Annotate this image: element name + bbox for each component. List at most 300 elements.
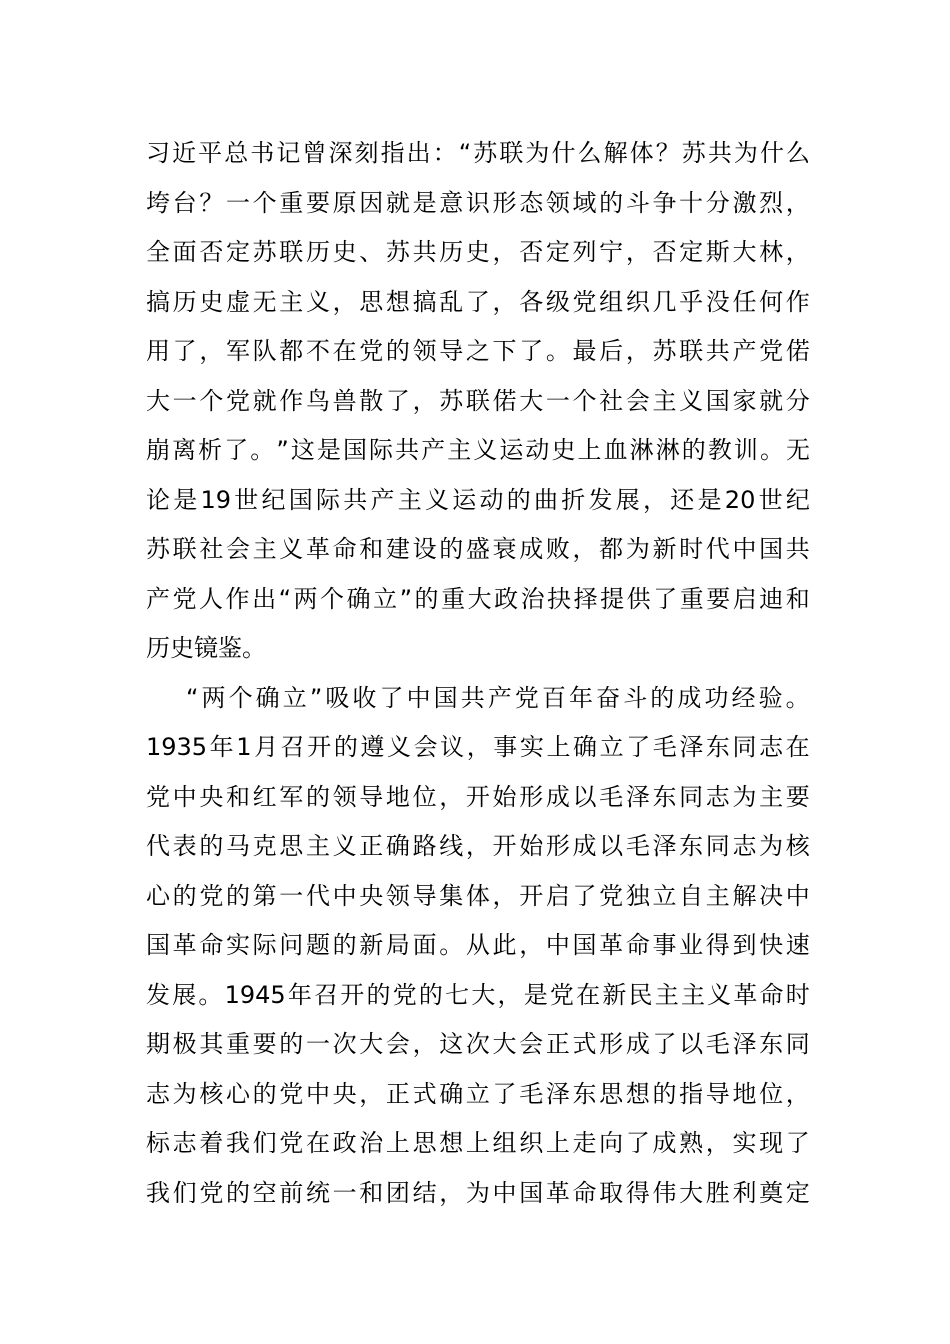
glyph: 思 bbox=[412, 1129, 437, 1157]
glyph: 党 bbox=[172, 584, 197, 613]
glyph: 崩 bbox=[146, 436, 170, 464]
glyph: 史 bbox=[551, 436, 576, 464]
glyph: ， bbox=[705, 1129, 730, 1157]
glyph: 解 bbox=[732, 881, 757, 910]
glyph: 社 bbox=[199, 535, 224, 563]
glyph: 核 bbox=[199, 1079, 224, 1108]
glyph: 正 bbox=[545, 1030, 570, 1058]
glyph: 国 bbox=[572, 931, 597, 959]
glyph: 我 bbox=[225, 1129, 250, 1157]
glyph: 的 bbox=[252, 1079, 277, 1108]
glyph: “ bbox=[458, 139, 472, 167]
glyph: 表 bbox=[172, 832, 197, 860]
glyph: 马 bbox=[225, 832, 250, 860]
glyph: 结 bbox=[412, 1178, 437, 1207]
glyph: 书 bbox=[250, 139, 275, 167]
glyph: 政 bbox=[494, 584, 519, 613]
glyph: 标 bbox=[146, 1129, 170, 1157]
glyph: 年 bbox=[209, 733, 234, 761]
glyph: 军 bbox=[279, 782, 304, 811]
glyph: 什 bbox=[551, 139, 576, 167]
glyph: ？ bbox=[199, 188, 224, 217]
glyph: 核 bbox=[785, 832, 810, 860]
glyph: 现 bbox=[759, 1129, 784, 1157]
glyph: 否 bbox=[652, 238, 677, 266]
glyph: 收 bbox=[352, 683, 377, 712]
glyph: 局 bbox=[385, 931, 410, 959]
text-line bbox=[146, 327, 810, 377]
glyph: 宁 bbox=[599, 238, 624, 266]
glyph: 革 bbox=[599, 931, 624, 959]
glyph: 大 bbox=[492, 1030, 517, 1058]
glyph: 泽 bbox=[625, 782, 650, 811]
glyph: 新 bbox=[652, 535, 677, 563]
glyph: 经 bbox=[731, 683, 756, 712]
glyph: 党 bbox=[146, 782, 170, 811]
glyph: 领 bbox=[412, 337, 437, 365]
glyph: 重 bbox=[279, 188, 304, 217]
glyph: 么 bbox=[577, 139, 602, 167]
glyph: 想 bbox=[439, 1129, 464, 1157]
glyph: 出 bbox=[406, 139, 431, 167]
glyph: 。 bbox=[198, 980, 223, 1009]
glyph: 运 bbox=[499, 436, 524, 464]
glyph: 共 bbox=[395, 436, 420, 464]
glyph: 一 bbox=[305, 1030, 330, 1058]
glyph: 集 bbox=[439, 881, 464, 910]
text-line bbox=[146, 822, 810, 872]
glyph: ， bbox=[492, 287, 517, 316]
glyph: 中 bbox=[732, 535, 757, 563]
glyph: 个 bbox=[320, 584, 345, 613]
glyph: 人 bbox=[199, 584, 224, 613]
glyph: 离 bbox=[172, 436, 197, 464]
glyph: 国 bbox=[146, 931, 170, 959]
glyph: 社 bbox=[599, 386, 624, 415]
glyph: 义 bbox=[425, 485, 450, 514]
glyph: 习 bbox=[146, 139, 170, 167]
glyph: 以 bbox=[599, 832, 624, 860]
glyph: 出 bbox=[252, 584, 277, 613]
glyph: 走 bbox=[572, 1129, 597, 1157]
glyph: 开 bbox=[307, 733, 332, 761]
glyph: 到 bbox=[732, 931, 757, 959]
glyph: 的 bbox=[172, 881, 197, 910]
glyph: 确 bbox=[385, 832, 410, 860]
glyph: 泽 bbox=[679, 733, 704, 761]
glyph: 斗 bbox=[625, 188, 650, 217]
glyph: 志 bbox=[759, 733, 784, 761]
glyph: 级 bbox=[545, 287, 570, 316]
glyph: 独 bbox=[625, 881, 650, 910]
glyph: 定 bbox=[545, 238, 570, 266]
glyph: 义 bbox=[707, 980, 732, 1009]
glyph: 列 bbox=[572, 238, 597, 266]
glyph: 折 bbox=[561, 485, 586, 514]
glyph: 主 bbox=[654, 980, 679, 1009]
glyph: 功 bbox=[704, 683, 729, 712]
glyph: 个 bbox=[252, 188, 277, 217]
glyph: 乱 bbox=[439, 287, 464, 316]
glyph: 血 bbox=[603, 436, 628, 464]
glyph: 19 bbox=[200, 485, 232, 514]
glyph: 没 bbox=[705, 287, 730, 316]
glyph: 了 bbox=[626, 733, 651, 761]
text-line bbox=[146, 1119, 810, 1169]
glyph: 月 bbox=[254, 733, 279, 761]
glyph: 开 bbox=[519, 881, 544, 910]
glyph: 。 bbox=[250, 436, 275, 464]
glyph: 家 bbox=[732, 386, 757, 415]
glyph: 主 bbox=[305, 832, 330, 860]
glyph: 志 bbox=[732, 832, 757, 860]
glyph: 迪 bbox=[759, 584, 784, 613]
glyph: 了 bbox=[172, 337, 197, 365]
glyph: 个 bbox=[199, 386, 224, 415]
glyph: 作 bbox=[225, 584, 250, 613]
glyph: 共 bbox=[460, 683, 485, 712]
glyph: 命 bbox=[625, 931, 650, 959]
glyph: ” bbox=[399, 584, 413, 613]
glyph: 了 bbox=[519, 337, 544, 365]
glyph: 际 bbox=[369, 436, 393, 464]
glyph: 确 bbox=[255, 683, 280, 712]
glyph: 为 bbox=[732, 782, 757, 811]
glyph: 代 bbox=[705, 535, 730, 563]
glyph: 是 bbox=[173, 485, 198, 514]
glyph: 指 bbox=[380, 139, 405, 167]
glyph: 年 bbox=[569, 683, 594, 712]
glyph: 。 bbox=[785, 683, 810, 712]
glyph: 军 bbox=[225, 337, 250, 365]
glyph: 苏 bbox=[252, 238, 277, 266]
glyph: 。 bbox=[545, 337, 570, 365]
glyph: 不 bbox=[305, 337, 330, 365]
glyph: 1 bbox=[236, 733, 252, 761]
glyph: ， bbox=[643, 485, 668, 514]
glyph: 就 bbox=[252, 386, 277, 415]
glyph: 纪 bbox=[261, 485, 286, 514]
glyph: 召 bbox=[280, 733, 305, 761]
glyph: 大 bbox=[467, 584, 492, 613]
glyph: 命 bbox=[572, 1178, 597, 1207]
glyph: 主 bbox=[397, 485, 422, 514]
glyph: 主 bbox=[680, 980, 705, 1009]
glyph: 启 bbox=[545, 881, 570, 910]
glyph: 抉 bbox=[547, 584, 572, 613]
glyph: 1935 bbox=[146, 733, 208, 761]
glyph: 史 bbox=[332, 238, 357, 266]
glyph: 意 bbox=[439, 188, 464, 217]
glyph: 的 bbox=[199, 832, 224, 860]
text-line bbox=[146, 575, 810, 625]
glyph: 新 bbox=[359, 931, 384, 959]
glyph: 都 bbox=[599, 535, 624, 563]
glyph: 中 bbox=[492, 1178, 517, 1207]
glyph: 织 bbox=[625, 287, 650, 316]
glyph: 央 bbox=[199, 782, 224, 811]
glyph: 成 bbox=[572, 832, 597, 860]
glyph: 奠 bbox=[759, 1178, 784, 1207]
glyph: 苏 bbox=[439, 386, 464, 415]
glyph: “ bbox=[278, 584, 292, 613]
glyph: 。 bbox=[242, 634, 266, 662]
glyph: 泽 bbox=[732, 1030, 757, 1058]
glyph: 开 bbox=[492, 832, 517, 860]
glyph: 民 bbox=[628, 980, 653, 1009]
glyph: 主 bbox=[652, 386, 677, 415]
glyph: 产 bbox=[370, 485, 395, 514]
glyph: 上 bbox=[465, 1129, 490, 1157]
glyph: 志 bbox=[146, 1079, 170, 1108]
glyph: 烈 bbox=[759, 188, 784, 217]
glyph: 作 bbox=[785, 287, 810, 316]
glyph: 世 bbox=[234, 485, 259, 514]
glyph: 位 bbox=[759, 1079, 784, 1108]
glyph: 思 bbox=[359, 287, 384, 316]
glyph: 开 bbox=[465, 782, 490, 811]
glyph: 斯 bbox=[705, 238, 730, 266]
glyph: 的 bbox=[385, 337, 410, 365]
glyph: 联 bbox=[465, 386, 490, 415]
glyph: 党 bbox=[199, 881, 224, 910]
glyph: 近 bbox=[172, 139, 197, 167]
glyph: 、 bbox=[359, 238, 384, 266]
glyph: 上 bbox=[577, 436, 602, 464]
glyph: 泽 bbox=[545, 1079, 570, 1108]
glyph: 义 bbox=[279, 535, 304, 563]
glyph: 大 bbox=[519, 386, 544, 415]
glyph: 党 bbox=[279, 1079, 304, 1108]
glyph: 后 bbox=[599, 337, 624, 365]
glyph: 党 bbox=[759, 337, 784, 365]
glyph: 党 bbox=[225, 386, 250, 415]
glyph: 大 bbox=[732, 238, 757, 266]
glyph: 同 bbox=[732, 733, 757, 761]
glyph: 同 bbox=[679, 782, 704, 811]
glyph: 此 bbox=[492, 931, 517, 959]
glyph: 决 bbox=[759, 881, 784, 910]
glyph: 平 bbox=[198, 139, 223, 167]
glyph: 命 bbox=[759, 980, 784, 1009]
glyph: 队 bbox=[252, 337, 277, 365]
glyph: 党 bbox=[279, 1129, 304, 1157]
glyph: 历 bbox=[439, 238, 464, 266]
glyph: 导 bbox=[439, 337, 464, 365]
glyph: 共 bbox=[343, 485, 368, 514]
glyph: 党 bbox=[514, 683, 539, 712]
glyph: 鉴 bbox=[218, 634, 242, 662]
glyph: 是 bbox=[697, 485, 722, 514]
glyph: 分 bbox=[785, 386, 810, 415]
glyph: 毛 bbox=[625, 832, 650, 860]
glyph: 位 bbox=[412, 782, 437, 811]
glyph: 任 bbox=[732, 287, 757, 316]
body-text bbox=[146, 129, 810, 1218]
glyph: 镜 bbox=[194, 634, 218, 662]
glyph: 向 bbox=[599, 1129, 624, 1157]
glyph: 一 bbox=[545, 386, 570, 415]
glyph: 在 bbox=[332, 337, 357, 365]
glyph: 验 bbox=[758, 683, 783, 712]
glyph: 苏 bbox=[385, 238, 410, 266]
text-line bbox=[146, 278, 810, 328]
glyph: 党 bbox=[359, 337, 384, 365]
glyph: 心 bbox=[225, 1079, 250, 1108]
glyph: 取 bbox=[599, 1178, 624, 1207]
glyph: 召 bbox=[314, 980, 339, 1009]
glyph: 问 bbox=[279, 931, 304, 959]
glyph: 记 bbox=[276, 139, 301, 167]
glyph: 会 bbox=[519, 1030, 544, 1058]
glyph: ， bbox=[412, 1030, 437, 1058]
glyph: 年 bbox=[287, 980, 312, 1009]
glyph: 1945 bbox=[224, 980, 286, 1009]
glyph: 建 bbox=[385, 535, 410, 563]
glyph: 定 bbox=[679, 238, 704, 266]
glyph: 是 bbox=[523, 980, 548, 1009]
glyph: 时 bbox=[785, 980, 810, 1009]
glyph: 前 bbox=[279, 1178, 304, 1207]
glyph: 要 bbox=[785, 782, 810, 811]
glyph: 际 bbox=[252, 931, 277, 959]
glyph: 各 bbox=[519, 287, 544, 316]
glyph: 几 bbox=[652, 287, 677, 316]
glyph: ， bbox=[412, 386, 437, 415]
glyph: 革 bbox=[305, 535, 330, 563]
glyph: 新 bbox=[602, 980, 627, 1009]
text-line bbox=[146, 129, 810, 179]
glyph: 运 bbox=[452, 485, 477, 514]
glyph: 的 bbox=[332, 931, 357, 959]
glyph: 克 bbox=[252, 832, 277, 860]
glyph: 了 bbox=[625, 1129, 650, 1157]
glyph: 苏 bbox=[146, 535, 170, 563]
glyph: 导 bbox=[359, 782, 384, 811]
glyph: 的 bbox=[439, 535, 464, 563]
glyph: 空 bbox=[252, 1178, 277, 1207]
glyph: 偌 bbox=[492, 386, 517, 415]
glyph: 衰 bbox=[492, 535, 517, 563]
glyph: 组 bbox=[492, 1129, 517, 1157]
glyph: 定 bbox=[225, 238, 250, 266]
glyph: 实 bbox=[732, 1129, 757, 1157]
glyph: 实 bbox=[225, 931, 250, 959]
glyph: 联 bbox=[679, 337, 704, 365]
glyph: 们 bbox=[252, 1129, 277, 1157]
glyph: 总 bbox=[224, 139, 249, 167]
glyph: 个 bbox=[228, 683, 253, 712]
text-line bbox=[146, 1070, 810, 1120]
glyph: 党 bbox=[392, 980, 417, 1009]
glyph: 主 bbox=[279, 287, 304, 316]
glyph: 命 bbox=[199, 931, 224, 959]
glyph: 散 bbox=[359, 386, 384, 415]
glyph: 都 bbox=[279, 337, 304, 365]
glyph: 中 bbox=[545, 931, 570, 959]
glyph: 遵 bbox=[360, 733, 385, 761]
glyph: ： bbox=[432, 139, 457, 167]
glyph: 志 bbox=[172, 1129, 197, 1157]
glyph: 一 bbox=[332, 1178, 357, 1207]
glyph: 兽 bbox=[332, 386, 357, 415]
glyph: 革 bbox=[545, 1178, 570, 1207]
glyph: 在 bbox=[785, 733, 810, 761]
glyph: 毛 bbox=[599, 782, 624, 811]
glyph: 大 bbox=[359, 1030, 384, 1058]
glyph: 式 bbox=[572, 1030, 597, 1058]
glyph: 吸 bbox=[325, 683, 350, 712]
glyph: 立 bbox=[652, 881, 677, 910]
glyph: 曲 bbox=[534, 485, 559, 514]
glyph: 产 bbox=[487, 683, 512, 712]
glyph: 同 bbox=[785, 1030, 810, 1058]
glyph: 作 bbox=[279, 386, 304, 415]
glyph: 思 bbox=[599, 1079, 624, 1108]
glyph: 淋 bbox=[629, 436, 654, 464]
glyph: 七 bbox=[445, 980, 470, 1009]
glyph: 就 bbox=[385, 188, 410, 217]
text-line bbox=[146, 624, 810, 674]
glyph: 义 bbox=[305, 287, 330, 316]
glyph: 义 bbox=[332, 832, 357, 860]
text-line bbox=[146, 426, 810, 476]
glyph: 垮 bbox=[146, 188, 170, 217]
glyph: 快 bbox=[759, 931, 784, 959]
glyph: 志 bbox=[705, 782, 730, 811]
glyph: 激 bbox=[732, 188, 757, 217]
glyph: 地 bbox=[385, 782, 410, 811]
glyph: 义 bbox=[473, 436, 498, 464]
glyph: 大 bbox=[679, 1178, 704, 1207]
glyph: 政 bbox=[332, 1129, 357, 1157]
glyph: 全 bbox=[146, 238, 170, 266]
glyph: ， bbox=[492, 238, 517, 266]
glyph: 的 bbox=[225, 881, 250, 910]
glyph: 一 bbox=[279, 881, 304, 910]
glyph: 提 bbox=[600, 584, 625, 613]
glyph: 成 bbox=[625, 1030, 650, 1058]
glyph: 否 bbox=[519, 238, 544, 266]
glyph: 期 bbox=[146, 1030, 170, 1058]
glyph: 形 bbox=[492, 188, 517, 217]
glyph: 教 bbox=[707, 436, 732, 464]
glyph: 上 bbox=[545, 1129, 570, 1157]
glyph: ， bbox=[497, 980, 522, 1009]
glyph: 联 bbox=[499, 139, 524, 167]
glyph: 联 bbox=[279, 238, 304, 266]
glyph: 党 bbox=[599, 881, 624, 910]
glyph: 地 bbox=[732, 1079, 757, 1108]
glyph: 面 bbox=[172, 238, 197, 266]
glyph: 以 bbox=[679, 1030, 704, 1058]
glyph: 和 bbox=[785, 584, 810, 613]
glyph: 的 bbox=[681, 436, 706, 464]
glyph: 指 bbox=[679, 1079, 704, 1108]
glyph: 要 bbox=[305, 188, 330, 217]
glyph: 思 bbox=[279, 832, 304, 860]
glyph: 线 bbox=[439, 832, 464, 860]
glyph: 动 bbox=[479, 485, 504, 514]
glyph: 用 bbox=[146, 337, 170, 365]
glyph: 胜 bbox=[705, 1178, 730, 1207]
glyph: 成 bbox=[677, 683, 702, 712]
glyph: 共 bbox=[785, 535, 810, 563]
glyph: 什 bbox=[759, 139, 784, 167]
glyph: 纪 bbox=[785, 485, 810, 514]
glyph: 十 bbox=[679, 188, 704, 217]
glyph: 着 bbox=[199, 1129, 224, 1157]
